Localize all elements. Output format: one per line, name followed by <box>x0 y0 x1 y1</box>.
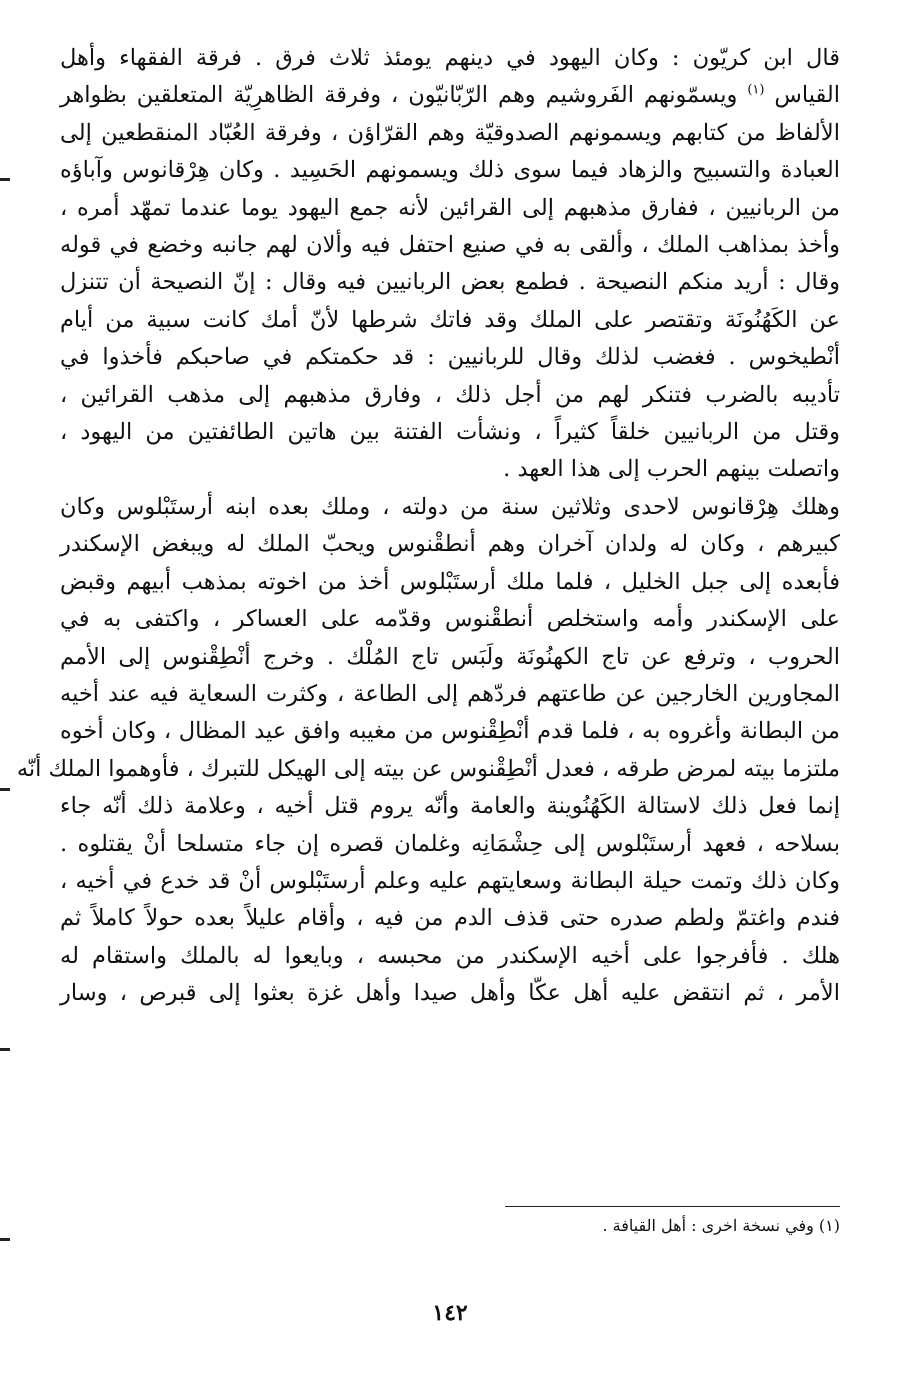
text-line: بسلاحه ، فعهد أرستَبْلوس إلى حِشْمَانِه وغلمان قصره إن جاء متسلحا أنْ يقتلوه . <box>60 830 840 857</box>
footnote-divider <box>505 1206 840 1207</box>
text-line: العبادة والتسبيح والزهاد فيما سوى ذلك ويسمونهم الحَسِيد . وكان هِرْقانوس وآباؤه <box>60 157 840 184</box>
text-line: المجاورين الخارجين عن طاعتهم فردّهم إلى الطاعة ، وكثرت السعاية فيه عند أخيه <box>60 680 840 707</box>
text-line <box>60 77 840 114</box>
text-line: وأخذ بمذاهب الملك ، وألقى به في صنيع احتفل فيه وألان لهم جانبه وخضع في قوله <box>60 232 840 259</box>
scan-edge-mark <box>0 1238 10 1241</box>
text-line: وكان ذلك وتمت حيلة البطانة وسعايتهم عليه وعلم أرستَبْلوس أنْ قد خدع في أخيه ، <box>60 867 840 894</box>
main-text <box>16 40 840 1013</box>
text-line: الحروب ، وترفع عن تاج الكهنُونَة ولَبَس تاج المُلْك . وخرج أنْطِقْنوس إلى الأمم <box>60 643 840 670</box>
text-line: وقال : أريد منكم النصيحة . فطمع بعض الربانيين فيه وقال : إنّ النصيحة أن تتنزل <box>60 269 840 296</box>
text-line: عن الكَهُنُونَة وتقتصر على الملك وقد فاتك شرطها لأنّ أمك كانت سبية من أيام <box>60 306 840 333</box>
footnote: (١) وفي نسخة اخرى : أهل القيافة . <box>602 1216 840 1235</box>
text-line: أنْطيخوس . فغضب لذلك وقال للربانيين : قد حكمتكم في صاحبكم فأخذوا في <box>60 344 840 371</box>
text-line: على الإسكندر وأمه واستخلص أنطقْنوس وقدّمه على العساكر ، واكتفى به في <box>60 606 840 633</box>
text-line: كبيرهم ، وكان له ولدان آخران وهم أنطقْنوس ويحبّ الملك له ويبغض الإسكندر <box>60 531 840 558</box>
text-line: إنما فعل ذلك لاستالة الكَهُنُوينة والعامة وأنّه يروم قتل أخيه ، وعلامة ذلك أنّه جاء <box>60 793 840 820</box>
text-segment: القياس <box>774 82 840 109</box>
text-line: واتصلت بينهم الحرب إلى هذا العهد . <box>503 456 840 483</box>
text-line: هلك . فأفرجوا على أخيه الإسكندر من محبسه ، وبايعوا له بالملك واستقام له <box>60 942 840 969</box>
text-line: وقتل من الربانيين خلقاً كثيراً ، ونشأت الفتنة بين هاتين الطائفتين من اليهود ، <box>60 419 840 446</box>
text-line: الأمر ، ثم انتقض عليه أهل عكّا وأهل صيدا وأهل غزة بعثوا إلى قبرص ، وسار <box>60 980 840 1007</box>
text-line: تأديبه بالضرب فتنكر لهم من أجل ذلك ، وفارق مذهبهم إلى مذهب القرائين ، <box>60 381 840 408</box>
text-segment: ويسمّونهم الفَروشيم وهم الرّبّانيّون ، وفرقة الظاهرِيّة المتعلقين بظواهر <box>60 82 738 109</box>
text-line: من البطانة وأغروه به ، فلما قدم أنْطِقْنوس من مغيبه وافق عيد المظال ، وكان أخوه <box>60 718 840 745</box>
text-line: فأبعده إلى جبل الخليل ، فلما ملك أرستَبْلوس أخذ من اخوته بمذهب أبيهم وقبض <box>60 568 840 595</box>
page-number: ١٤٢ <box>432 1300 468 1326</box>
book-page <box>16 40 840 1340</box>
text-line: فندم واغتمّ ولطم صدره حتى قذف الدم من فيه ، وأقام عليلاً بعده حولاً كاملاً ثم <box>60 905 840 932</box>
text-line: من الربانيين ، ففارق مذهبهم إلى القرائين لأنه جمع اليهود يوما عندما تمهّد أمره ، <box>60 194 840 221</box>
text-line: ملتزما بيته لمرض طرقه ، فعدل أنْطِقْنوس عن بيته إلى الهيكل للتبرك ، فأوهموا الملك أنّه <box>16 755 840 782</box>
text-line: الألفاظ من كتابهم ويسمونهم الصدوقيّة وهم القرّاؤن ، وفرقة العُبّاد المنقطعين إلى <box>60 119 840 146</box>
scan-edge-mark <box>0 788 10 791</box>
scan-edge-mark <box>0 1048 10 1051</box>
footnote-marker: (١) <box>747 82 765 98</box>
text-line: وهلك هِرْقانوس لاحدى وثلاثين سنة من دولته ، وملك بعده ابنه أرستَبْلوس وكان <box>60 493 840 520</box>
scan-edge-mark <box>0 178 10 181</box>
text-line: قال ابن كريّون : وكان اليهود في دينهم يومئذ ثلاث فرق . فرقة الفقهاء وأهل <box>60 45 840 71</box>
